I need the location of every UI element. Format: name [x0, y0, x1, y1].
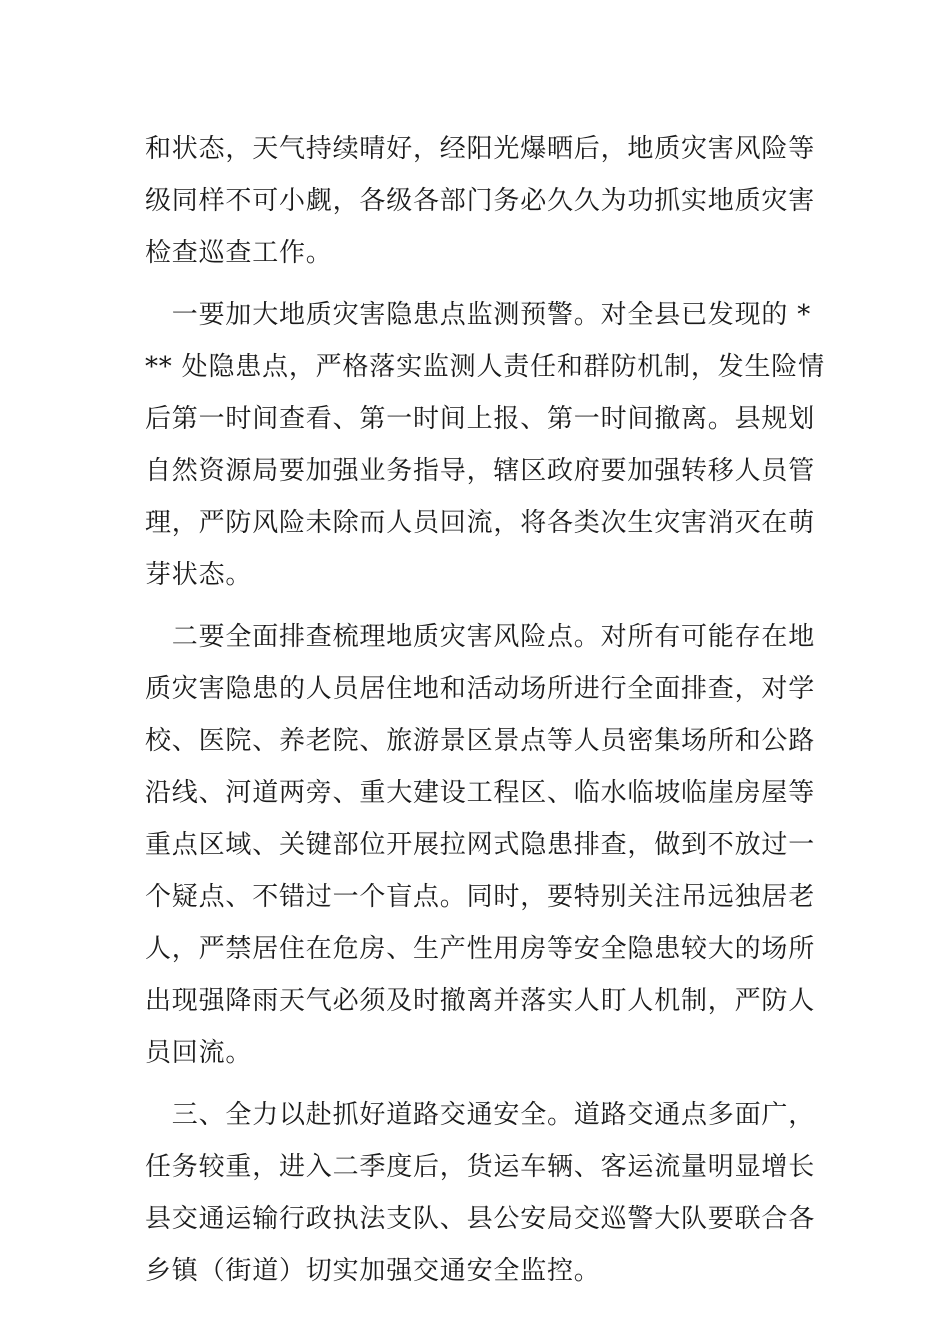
text-line: 沿线、河道两旁、重大建设工程区、临水临坡临崖房屋等 [145, 778, 816, 808]
text-line: 人，严禁居住在危房、生产性用房等安全隐患较大的场所 [145, 934, 816, 964]
text-line: 芽状态。 [145, 560, 253, 590]
text-line: ** 处隐患点，严格落实监测人责任和群防机制，发生险情 [145, 352, 825, 382]
text-line: 个疑点、不错过一个盲点。同时，要特别关注吊远独居老 [145, 882, 816, 912]
text-line: 任务较重，进入二季度后，货运车辆、客运流量明显增长 [145, 1152, 816, 1182]
text-line: 检查巡查工作。 [145, 238, 333, 268]
text-line: 乡镇（街道）切实加强交通安全监控。 [145, 1256, 601, 1286]
text-line: 后第一时间查看、第一时间上报、第一时间撤离。县规划 [145, 404, 816, 434]
paragraph-heading-line: 二要全面排查梳理地质灾害风险点。对所有可能存在地 [145, 622, 816, 652]
text-line: 理，严防风险未除而人员回流，将各类次生灾害消灭在萌 [145, 508, 816, 538]
text-line: 重点区域、关键部位开展拉网式隐患排查，做到不放过一 [145, 830, 816, 860]
text-line: 质灾害隐患的人员居住地和活动场所进行全面排查，对学 [145, 674, 816, 704]
text-line: 员回流。 [145, 1038, 253, 1068]
text-line: 级同样不可小觑，各级各部门务必久久为功抓实地质灾害 [145, 186, 816, 216]
paragraph-heading-line: 一要加大地质灾害隐患点监测预警。对全县已发现的 * [145, 300, 812, 330]
text-line: 校、医院、养老院、旅游景区景点等人员密集场所和公路 [145, 726, 816, 756]
text-line: 自然资源局要加强业务指导，辖区政府要加强转移人员管 [145, 456, 816, 486]
text-line: 县交通运输行政执法支队、县公安局交巡警大队要联合各 [145, 1204, 816, 1234]
document-body [145, 123, 825, 1297]
text-line: 和状态，天气持续晴好，经阳光爆晒后，地质灾害风险等 [145, 134, 816, 164]
text-line: 出现强降雨天气必须及时撤离并落实人盯人机制，严防人 [145, 986, 816, 1016]
paragraph-heading-line: 三、全力以赴抓好道路交通安全。道路交通点多面广， [145, 1100, 816, 1130]
